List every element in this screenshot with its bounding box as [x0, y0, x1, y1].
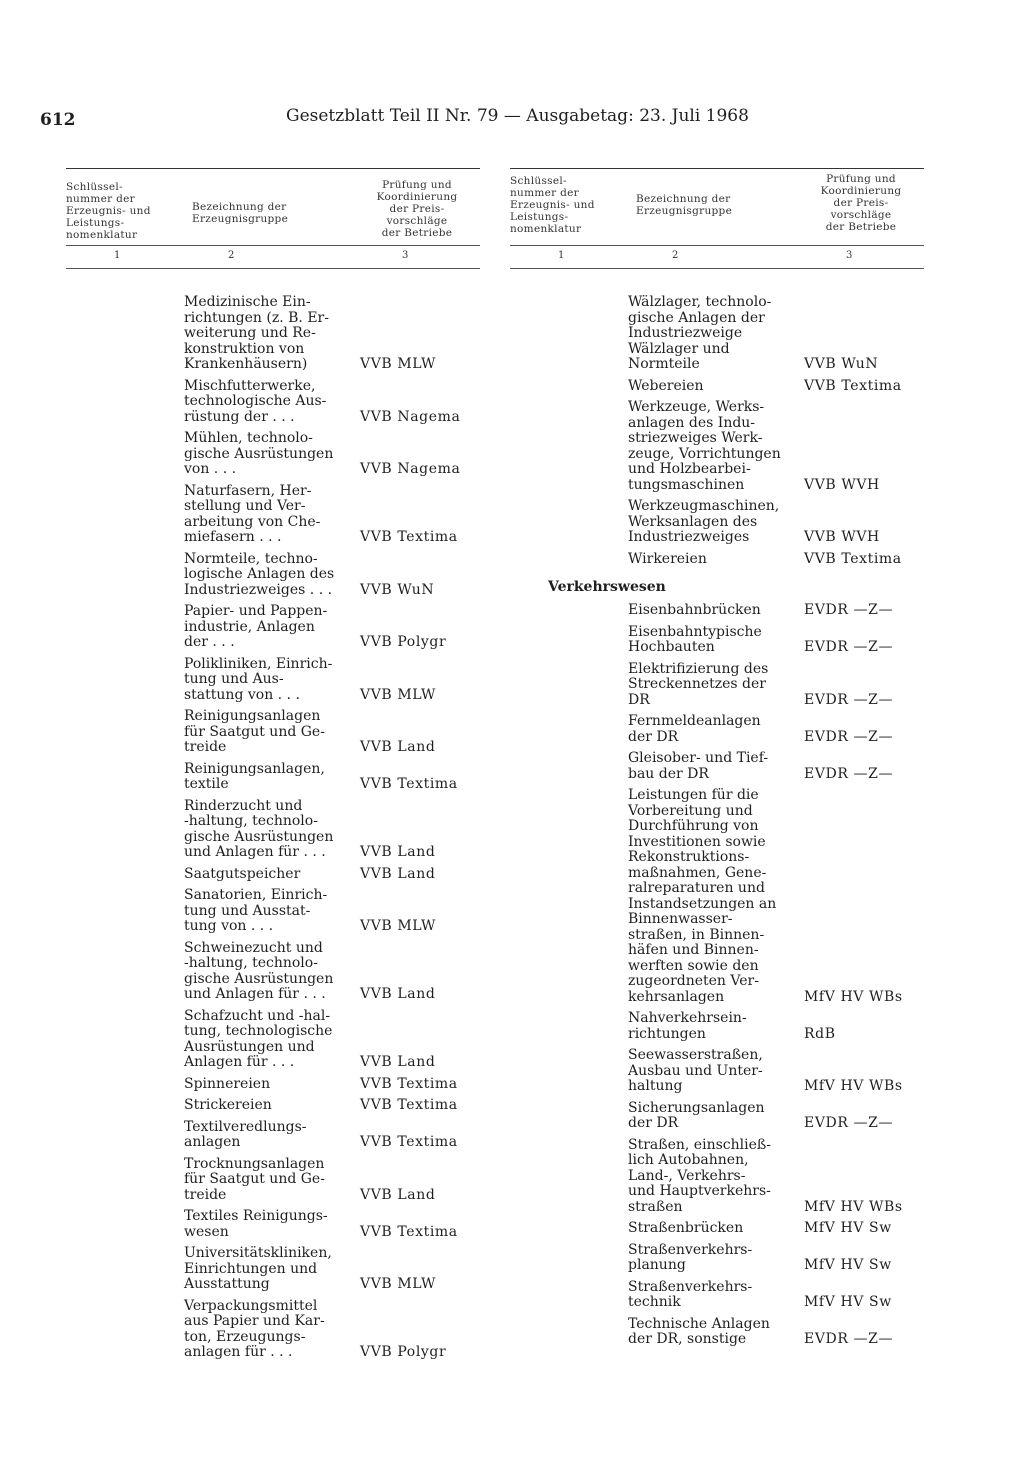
responsible-body: EVDR —Z—: [804, 1331, 894, 1347]
responsible-body: MfV HV WBs: [804, 988, 903, 1005]
table-row: [510, 1317, 924, 1348]
table-row: [66, 1098, 480, 1114]
product-group-name: Mischfutterwerke, technologische Aus- rüstung der . . .: [184, 377, 327, 425]
responsible-body: VVB Polygr: [360, 634, 447, 650]
table-row: [66, 888, 480, 935]
responsible-body: MfV HV WBs: [804, 1078, 903, 1094]
column-header-key-number: Schlüssel- nummer der Erzeugnis- und Leistungs- nomenklatur: [66, 181, 151, 241]
responsible-body: VVB Land: [360, 865, 436, 882]
responsible-body: VVB Nagema: [360, 461, 461, 477]
table-row: [66, 431, 480, 478]
table-row: [66, 379, 480, 426]
table-row: [510, 1138, 924, 1216]
responsible-body: VVB Polygr: [360, 1344, 447, 1360]
product-group-name: Medizinische Ein- richtungen (z. B. Er- weiterung und Re- konstruktion von Krankenhäusern): [184, 294, 329, 372]
product-group-name: Seewasserstraßen, Ausbau und Unter- haltung: [628, 1047, 763, 1094]
product-group-name: Universitätskliniken, Einrichtungen und Ausstattung: [184, 1245, 332, 1292]
table-row: [510, 603, 924, 619]
product-group-name: Schweinezucht und -haltung, technolo- gische Ausrüstungen und Anlagen für . . .: [184, 939, 334, 1002]
responsible-body: VVB Textima: [360, 1075, 458, 1092]
product-group-name: Saatgutspeicher: [184, 865, 301, 882]
product-group-name: Reinigungsanlagen, textile: [184, 760, 325, 792]
responsible-body: MfV HV Sw: [804, 1294, 892, 1310]
product-group-name: Sicherungsanlagen der DR: [628, 1099, 765, 1131]
responsible-body: VVB MLW: [360, 1276, 436, 1292]
responsible-body: VVB WuN: [804, 356, 879, 372]
product-group-name: Werkzeuge, Werks- anlagen des Indu- striezweiges Werk- zeuge, Vorrichtungen und Holzbearbei- tungsmaschinen: [628, 399, 781, 493]
responsible-body: VVB Textima: [360, 529, 458, 545]
column-number-row: [66, 246, 480, 269]
table-row: [510, 1101, 924, 1132]
column-header-price-review: Prüfung und Koordinierung der Preis- vorschläge der Betriebe: [820, 173, 902, 233]
responsible-body: EVDR —Z—: [804, 602, 894, 618]
responsible-body: VVB Land: [360, 986, 436, 1002]
responsible-body: VVB Textima: [360, 1097, 458, 1113]
table-row: [66, 657, 480, 704]
table-header: [66, 168, 480, 246]
table-row: [66, 1299, 480, 1361]
table-row: [510, 1280, 924, 1311]
table-header: [510, 168, 924, 246]
column-number-1: 1: [114, 250, 121, 261]
column-header-product-group: Bezeichnung der Erzeugnisgruppe: [192, 201, 289, 225]
table-row: [510, 751, 924, 782]
responsible-body: EVDR —Z—: [804, 639, 894, 655]
section-heading-transport: Verkehrswesen: [548, 579, 666, 595]
table-row: [66, 1009, 480, 1071]
product-group-name: Spinnereien: [184, 1075, 271, 1092]
table-row: [510, 1243, 924, 1274]
responsible-body: VVB MLW: [360, 356, 436, 372]
product-group-name: Textiles Reinigungs- wesen: [184, 1208, 328, 1240]
table-row: [66, 799, 480, 861]
table-row: [510, 662, 924, 709]
product-group-name: Rinderzucht und -haltung, technolo- gische Ausrüstungen und Anlagen für . . .: [184, 797, 334, 860]
responsible-body: VVB Nagema: [360, 408, 461, 425]
responsible-body: EVDR —Z—: [804, 765, 894, 782]
right-entry-list: [510, 295, 924, 567]
table-row: [66, 295, 480, 373]
responsible-body: MfV HV Sw: [804, 1220, 892, 1236]
page-number: 612: [40, 110, 76, 130]
responsible-body: VVB Textima: [804, 550, 902, 567]
responsible-body: VVB WVH: [804, 476, 880, 493]
table-row: [510, 625, 924, 656]
product-group-name: Wirkereien: [628, 550, 707, 567]
product-group-name: Straßenverkehrs- planung: [628, 1241, 753, 1273]
table-row: [66, 552, 480, 599]
responsible-body: VVB MLW: [360, 918, 436, 934]
transport-entry-list: [510, 603, 924, 1348]
responsible-body: VVB WuN: [360, 581, 435, 598]
product-group-name: Normteile, techno- logische Anlagen des Industriezweiges . . .: [184, 550, 335, 598]
table-row: [510, 714, 924, 745]
product-group-name: Elektrifizierung des Streckennetzes der DR: [628, 660, 769, 708]
column-number-2: 2: [228, 250, 235, 261]
responsible-body: VVB Land: [360, 844, 436, 860]
table-row: [66, 484, 480, 546]
product-group-name: Webereien: [628, 377, 704, 394]
responsible-body: EVDR —Z—: [804, 691, 894, 708]
responsible-body: VVB Textima: [360, 1223, 458, 1240]
table-row: [510, 295, 924, 373]
product-group-name: Eisenbahntypische Hochbauten: [628, 623, 762, 655]
column-number-2: 2: [672, 250, 679, 261]
table-row: [66, 604, 480, 651]
table-row: [510, 1048, 924, 1095]
responsible-body: VVB Textima: [804, 377, 902, 394]
product-group-name: Eisenbahnbrücken: [628, 602, 761, 618]
left-column: [66, 168, 480, 1367]
responsible-body: VVB Land: [360, 1186, 436, 1203]
product-group-name: Gleisober- und Tief- bau der DR: [628, 750, 769, 782]
product-group-name: Mühlen, technolo- gische Ausrüstungen von . . .: [184, 430, 334, 477]
responsible-body: EVDR —Z—: [804, 1115, 894, 1131]
product-group-name: Wälzlager, technolo- gische Anlagen der Industriezweige Wälzlager und Normteile: [628, 294, 772, 372]
column-number-3: 3: [846, 250, 853, 261]
product-group-name: Sanatorien, Einrich- tung und Ausstat- tung von . . .: [184, 887, 328, 934]
product-group-name: Werkzeugmaschinen, Werksanlagen des Industriezweiges: [628, 498, 780, 545]
left-entry-list: [66, 295, 480, 1361]
product-group-name: Straßenbrücken: [628, 1220, 744, 1236]
table-row: [510, 788, 924, 1005]
product-group-name: Nahverkehrsein- richtungen: [628, 1010, 747, 1042]
column-number-1: 1: [558, 250, 565, 261]
responsible-body: MfV HV Sw: [804, 1257, 892, 1273]
table-row: [510, 400, 924, 493]
product-group-name: Naturfasern, Her- stellung und Ver- arbeitung von Che- miefasern . . .: [184, 482, 321, 545]
product-group-name: Reinigungsanlagen für Saatgut und Ge- treide: [184, 708, 325, 755]
table-row: [66, 867, 480, 883]
product-group-name: Papier- und Pappen- industrie, Anlagen der . . .: [184, 603, 328, 650]
table-row: [510, 1221, 924, 1237]
table-row: [510, 499, 924, 546]
responsible-body: VVB Textima: [360, 1134, 458, 1150]
table-row: [66, 709, 480, 756]
product-group-name: Schafzucht und -hal- tung, technologische Ausrüstungen und Anlagen für . . .: [184, 1007, 333, 1070]
responsible-body: EVDR —Z—: [804, 728, 894, 745]
right-column: [510, 168, 924, 1354]
product-group-name: Strickereien: [184, 1097, 272, 1113]
responsible-body: VVB WVH: [804, 529, 880, 545]
table-row: [66, 762, 480, 793]
table-row: [66, 1209, 480, 1240]
table-row: [66, 1157, 480, 1204]
product-group-name: Leistungen für die Vorbereitung und Durchführung von Investitionen sowie Rekonstruktions- maßnahmen, Gene- ralreparaturen und Instandsetzungen an Binnenwasser- straßen, in Binnen- häfen und Binnen- werften sowie den zugeordneten Ver- kehrsanlagen: [628, 787, 777, 1005]
table-row: [66, 1120, 480, 1151]
table-row: [510, 1011, 924, 1042]
column-number-row: [510, 246, 924, 269]
responsible-body: VVB MLW: [360, 686, 436, 703]
product-group-name: Trocknungsanlagen für Saatgut und Ge- treide: [184, 1155, 325, 1203]
table-row: [510, 379, 924, 395]
responsible-body: MfV HV WBs: [804, 1198, 903, 1215]
table-row: [66, 1246, 480, 1293]
product-group-name: Verpackungsmittel aus Papier und Kar- ton, Erzeugungs- anlagen für . . .: [184, 1297, 325, 1360]
responsible-body: VVB Land: [360, 739, 436, 755]
table-row: [510, 552, 924, 568]
product-group-name: Straßen, einschließ- lich Autobahnen, Land-, Verkehrs- und Hauptverkehrs- straßen: [628, 1136, 771, 1215]
column-header-price-review: Prüfung und Koordinierung der Preis- vorschläge der Betriebe: [376, 179, 458, 239]
product-group-name: Straßenverkehrs- technik: [628, 1278, 753, 1310]
column-header-key-number: Schlüssel- nummer der Erzeugnis- und Leistungs- nomenklatur: [510, 175, 595, 235]
responsible-body: VVB Land: [360, 1054, 436, 1070]
product-group-name: Technische Anlagen der DR, sonstige: [628, 1315, 770, 1347]
column-number-3: 3: [402, 250, 409, 261]
product-group-name: Fernmeldeanlagen der DR: [628, 713, 761, 745]
page-header: [40, 106, 980, 136]
table-row: [66, 1077, 480, 1093]
table-row: [66, 941, 480, 1003]
column-header-product-group: Bezeichnung der Erzeugnisgruppe: [636, 193, 733, 217]
responsible-body: RdB: [804, 1025, 836, 1042]
product-group-name: Textilveredlungs- anlagen: [184, 1118, 307, 1150]
gazette-title: Gesetzblatt Teil II Nr. 79 — Ausgabetag: 23. Juli 1968: [286, 106, 749, 126]
product-group-name: Polikliniken, Einrich- tung und Aus- stattung von . . .: [184, 655, 333, 703]
responsible-body: VVB Textima: [360, 776, 458, 792]
